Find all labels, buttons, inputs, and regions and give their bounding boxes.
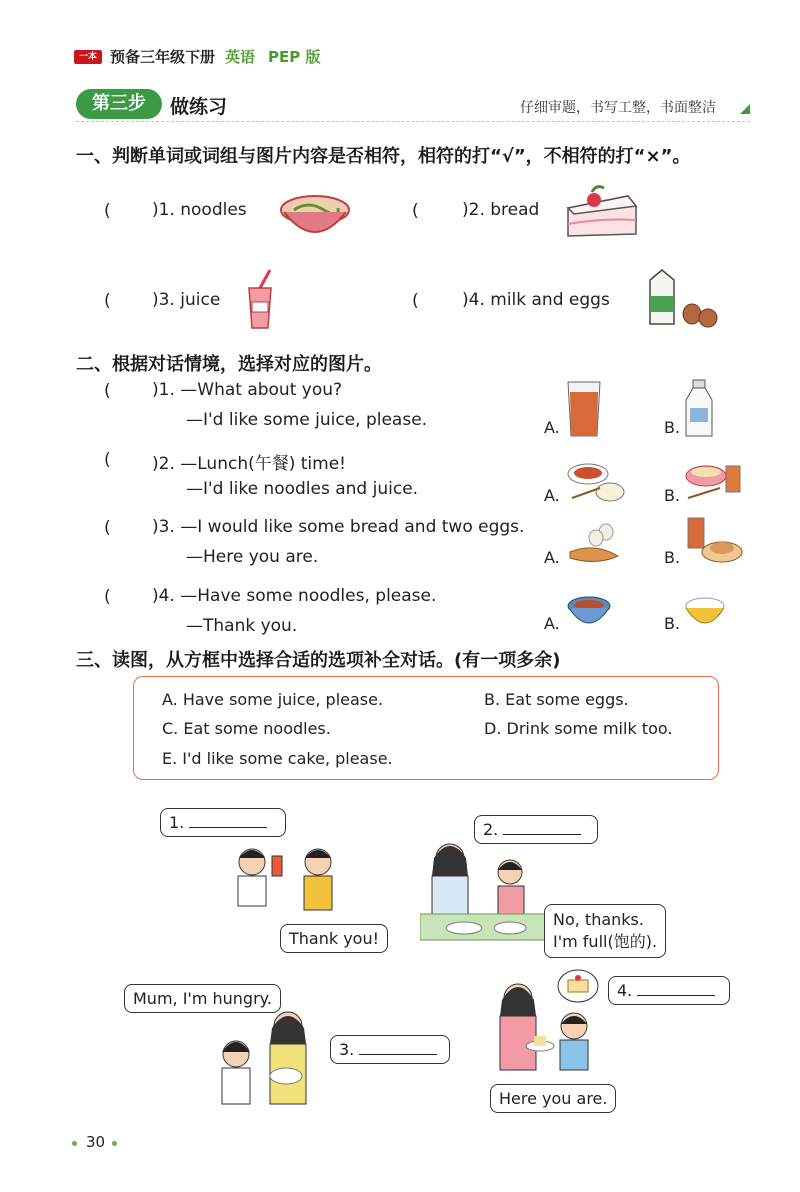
bubble-line: I'm full(饱的).	[553, 932, 658, 951]
option-c: C. Eat some noodles.	[162, 719, 331, 738]
option-a-label: A.	[544, 418, 560, 437]
dialog-line-1: )1. —What about you?	[152, 380, 343, 400]
rice-bowl-icon	[684, 594, 726, 634]
dialog-line-2: —Thank you.	[186, 616, 298, 636]
answer-paren-open: (	[412, 291, 419, 311]
subject-label: 英语	[225, 48, 256, 66]
dialog-line-1: )2. —Lunch(午餐) time!	[152, 454, 346, 474]
section1-title: 一、判断单词或词组与图片内容是否相符，相符的打“√”，不相符的打“×”。	[76, 146, 691, 167]
answer-blank[interactable]	[359, 1041, 437, 1055]
question-item: )2. bread	[462, 200, 540, 220]
dialog-line-2: —I'd like noodles and juice.	[186, 479, 419, 499]
answer-paren-open: (	[104, 381, 111, 401]
bubble-number: 1.	[169, 813, 185, 832]
question-item: )3. juice	[152, 290, 221, 310]
bubble-line: No, thanks.	[553, 910, 644, 929]
speech-bubble-hungry: Mum, I'm hungry.	[124, 984, 281, 1013]
option-a-label: A.	[544, 614, 560, 633]
mum-son-cake-illustration	[490, 972, 608, 1084]
answer-paren-open: (	[104, 587, 111, 607]
option-b-label: B.	[664, 486, 681, 505]
option-a: A. Have some juice, please.	[162, 690, 384, 709]
answer-blank[interactable]	[637, 982, 715, 996]
bubble-number: 3.	[339, 1040, 355, 1059]
speech-bubble-thanks: Thank you!	[280, 924, 388, 953]
speech-bubble-1	[160, 808, 286, 837]
header-divider	[76, 121, 750, 122]
cake-slice-icon	[564, 180, 640, 240]
bread-juice-icon	[684, 516, 744, 566]
mum-child-hungry-illustration	[214, 1004, 324, 1112]
milk-eggs-icon	[644, 266, 720, 328]
option-a-label: A.	[544, 548, 560, 567]
rice-meal-icon	[566, 458, 626, 504]
dialog-line-1: )4. —Have some noodles, please.	[152, 586, 437, 606]
page-dot-right	[112, 1141, 117, 1146]
step-badge: 第三步	[76, 89, 162, 119]
option-b-label: B.	[664, 418, 681, 437]
answer-paren-open: (	[104, 201, 111, 221]
answer-paren-open: (	[104, 450, 111, 470]
dialog-line-2: —Here you are.	[186, 547, 319, 567]
dialog-line-2: —I'd like some juice, please.	[186, 410, 428, 430]
page-dot-left	[72, 1141, 77, 1146]
option-b: B. Eat some eggs.	[484, 690, 629, 709]
speech-bubble-no-thanks	[544, 904, 666, 958]
bubble-number: 2.	[483, 820, 499, 839]
speech-bubble-3	[330, 1035, 450, 1064]
dialog-line-1: )3. —I would like some bread and two eggs.	[152, 517, 525, 537]
noodle-bowl-icon	[566, 594, 612, 634]
milk-bottle-icon	[684, 378, 714, 438]
speech-bubble-4	[608, 976, 730, 1005]
edition-label: PEP 版	[268, 48, 321, 66]
section3-title: 三、读图，从方框中选择合适的选项补全对话。(有一项多余)	[76, 650, 561, 671]
juice-glass-icon	[566, 378, 602, 438]
answer-paren-open: (	[104, 518, 111, 538]
option-e: E. I'd like some cake, please.	[162, 749, 393, 768]
answer-blank[interactable]	[189, 814, 267, 828]
series-title: 预备三年级下册	[110, 48, 216, 66]
option-b-label: B.	[664, 548, 681, 567]
option-a-label: A.	[544, 486, 560, 505]
question-item: )1. noodles	[152, 200, 247, 220]
mum-daughter-breakfast-illustration	[420, 836, 550, 942]
answer-blank[interactable]	[503, 821, 581, 835]
juice-cup-icon	[244, 268, 276, 332]
option-d: D. Drink some milk too.	[484, 719, 673, 738]
brand-logo: 一本	[74, 50, 102, 64]
page-number: 30	[86, 1133, 106, 1151]
bubble-number: 4.	[617, 981, 633, 1000]
option-b-label: B.	[664, 614, 681, 633]
speech-bubble-here-you-are: Here you are.	[490, 1084, 616, 1113]
answer-paren-open: (	[412, 201, 419, 221]
step-title: 做练习	[170, 96, 228, 118]
step-motto: 仔细审题，书写工整，书面整洁	[520, 100, 716, 116]
kids-juice-illustration	[222, 838, 352, 926]
answer-paren-open: (	[104, 291, 111, 311]
question-item: )4. milk and eggs	[462, 290, 610, 310]
bread-eggs-icon	[566, 522, 622, 566]
section2-title: 二、根据对话情境，选择对应的图片。	[76, 354, 382, 375]
noodles-juice-icon	[684, 458, 744, 504]
noodle-bowl-icon	[278, 190, 352, 244]
motto-arrow-icon	[740, 104, 750, 114]
